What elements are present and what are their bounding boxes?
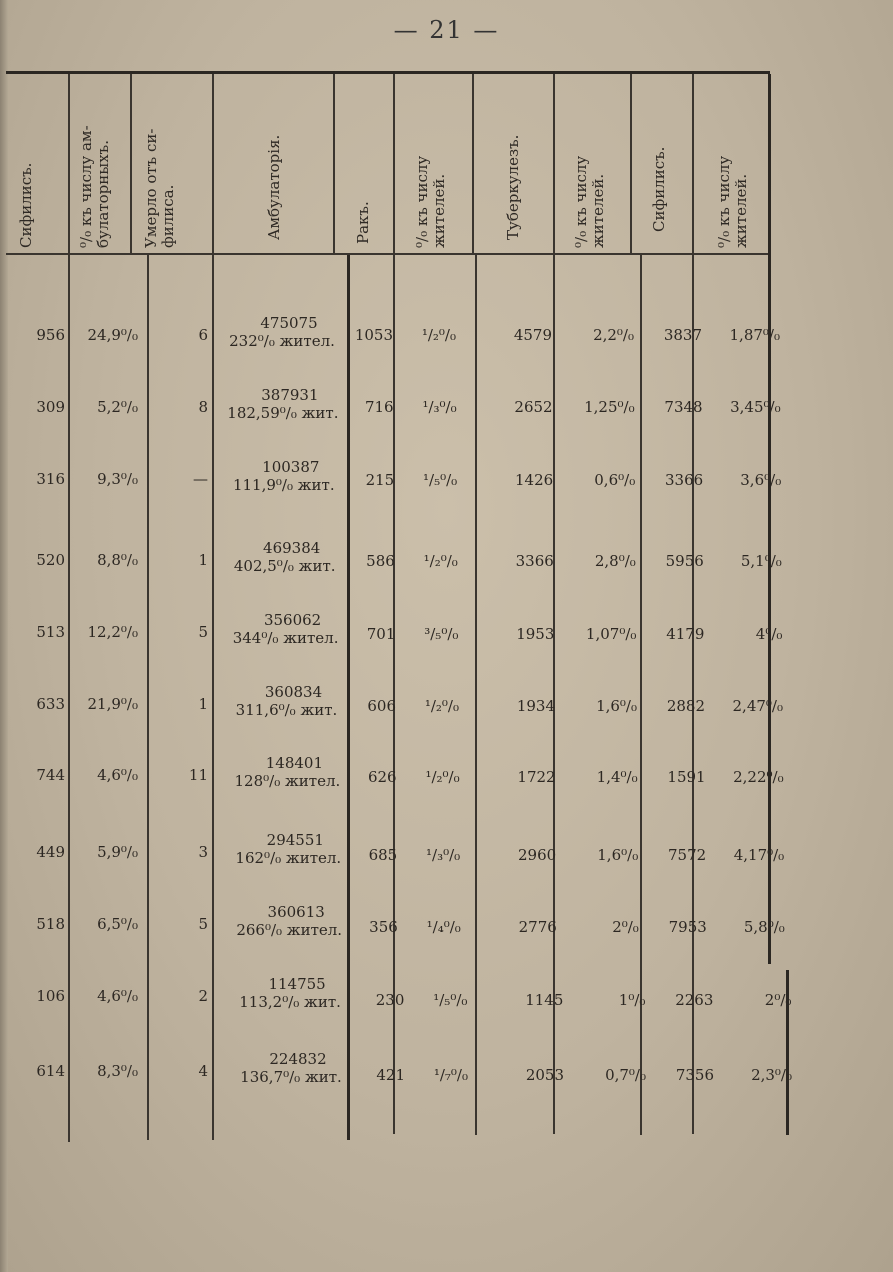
table-cell-syph2-pct: 5,1⁰/₀ bbox=[740, 552, 782, 571]
table-cell-cancer: 626 bbox=[367, 768, 397, 787]
table-cell-tb-pct: 1⁰/₀ bbox=[618, 990, 646, 1009]
table-cell-syph2-pct: 1,87⁰/₀ bbox=[729, 326, 780, 344]
table-cell-tb-pct: 2,2⁰/₀ bbox=[593, 326, 634, 344]
table-column-line bbox=[68, 74, 70, 1142]
page-number: — 21 — bbox=[393, 16, 500, 44]
table-cell-died: 6 bbox=[198, 326, 208, 344]
table-cell-pct-amb: 4,6⁰/₀ bbox=[97, 766, 138, 784]
table-cell-syphilis: 614 bbox=[36, 1062, 65, 1080]
table-cell-cancer: 606 bbox=[367, 697, 396, 715]
table-column-line bbox=[475, 255, 477, 1135]
table-cell-tb-pct: 1,6⁰/₀ bbox=[597, 845, 639, 864]
table-cell-died: 4 bbox=[198, 1062, 208, 1080]
table-column-line bbox=[630, 74, 632, 254]
table-cell-syphilis: 106 bbox=[36, 987, 65, 1005]
table-cell-syphilis: 449 bbox=[36, 843, 65, 861]
column-header-text: ⁰/₀ къ числу ам- булаторныхъ. bbox=[77, 125, 112, 248]
table-cell-ambulatory bbox=[231, 1050, 351, 1086]
table-top-rule bbox=[6, 71, 770, 74]
column-header-text: ⁰/₀ къ числу жителей. bbox=[572, 155, 607, 248]
table-cell-cancer: 1053 bbox=[354, 326, 393, 344]
column-header-text: ⁰/₀ къ числу жителей. bbox=[715, 155, 750, 248]
ambulatory-count: 360834 bbox=[264, 683, 323, 701]
table-cell-syph2: 2882 bbox=[666, 697, 705, 715]
ambulatory-count: 294551 bbox=[266, 831, 324, 849]
ambulatory-percent: 113,2⁰/₀ жит. bbox=[239, 993, 341, 1011]
table-cell-cancer-pct: ¹/₂⁰/₀ bbox=[421, 326, 456, 344]
table-cell-syph2: 7356 bbox=[675, 1066, 714, 1084]
column-header-text: Туберкулезъ. bbox=[504, 134, 522, 240]
table-cell-ambulatory bbox=[227, 754, 347, 790]
table-cell-ambulatory bbox=[230, 975, 350, 1011]
column-header-text: Сифилисъ. bbox=[17, 162, 35, 248]
table-cell-tb-pct: 2⁰/₀ bbox=[612, 918, 639, 937]
table-cell-syph2: 4179 bbox=[666, 624, 705, 643]
ambulatory-percent: 311,6⁰/₀ жит. bbox=[235, 701, 338, 719]
table-column-line bbox=[130, 74, 132, 254]
table-cell-cancer: 685 bbox=[368, 845, 398, 864]
table-cell-pct-amb: 5,9⁰/₀ bbox=[97, 843, 138, 861]
table-column-line bbox=[212, 74, 214, 1140]
table-cell-pct-amb: 12,2⁰/₀ bbox=[87, 623, 138, 641]
table-cell-cancer: 716 bbox=[364, 398, 394, 417]
table-header-rule bbox=[6, 253, 770, 255]
table-cell-ambulatory bbox=[224, 458, 344, 494]
table-cell-syphilis: 744 bbox=[36, 766, 65, 784]
table-cell-cancer-pct: ¹/₄⁰/₀ bbox=[426, 918, 461, 937]
table-cell-tb-pct: 2,8⁰/₀ bbox=[594, 552, 636, 571]
table-cell-tb: 1953 bbox=[516, 624, 555, 643]
table-cell-syph2: 1591 bbox=[667, 768, 706, 787]
table-cell-syph2-pct: 5,8⁰/₀ bbox=[743, 918, 785, 937]
table-cell-died: 3 bbox=[198, 843, 208, 861]
table-cell-ambulatory bbox=[228, 831, 348, 867]
table-cell-cancer: 356 bbox=[369, 918, 398, 937]
table-cell-tb: 1145 bbox=[525, 990, 564, 1009]
table-cell-syph2: 3837 bbox=[663, 326, 702, 344]
table-cell-died: 8 bbox=[198, 398, 208, 416]
table-cell-tb: 1722 bbox=[517, 768, 556, 787]
table-cell-syph2-pct: 2⁰/₀ bbox=[764, 990, 792, 1009]
table-cell-pct-amb: 21,9⁰/₀ bbox=[87, 695, 138, 713]
table-cell-syph2: 7572 bbox=[668, 845, 707, 864]
table-cell-ambulatory bbox=[222, 314, 342, 350]
column-header-text: ⁰/₀ къ числу жителей. bbox=[413, 155, 448, 248]
table-cell-tb-pct: 0,6⁰/₀ bbox=[594, 470, 636, 489]
ambulatory-percent: 111,9⁰/₀ жит. bbox=[232, 476, 335, 494]
table-cell-syphilis: 309 bbox=[36, 398, 65, 416]
ambulatory-percent: 266⁰/₀ жител. bbox=[236, 921, 343, 939]
table-column-line bbox=[553, 74, 555, 1134]
table-cell-died: 5 bbox=[198, 915, 208, 933]
table-cell-tb: 3366 bbox=[515, 552, 554, 571]
table-cell-died: 5 bbox=[198, 623, 208, 641]
table-cell-cancer: 215 bbox=[365, 470, 395, 489]
table-cell-cancer-pct: ¹/₇⁰/₀ bbox=[433, 1066, 468, 1084]
table-cell-ambulatory bbox=[226, 611, 346, 647]
table-cell-tb: 2652 bbox=[514, 398, 553, 417]
table-cell-tb: 2960 bbox=[518, 845, 557, 864]
column-header-text: Ракъ. bbox=[354, 201, 372, 244]
table-cell-cancer-pct: ¹/₂⁰/₀ bbox=[424, 697, 459, 715]
table-cell-ambulatory bbox=[223, 386, 343, 422]
table-cell-cancer: 230 bbox=[375, 990, 405, 1009]
table-cell-syph2: 5956 bbox=[665, 552, 704, 571]
table-column-line bbox=[692, 74, 694, 1134]
table-cell-syph2: 7953 bbox=[668, 918, 707, 937]
table-cell-tb: 4579 bbox=[513, 326, 552, 344]
table-cell-cancer: 421 bbox=[376, 1066, 405, 1084]
table-cell-tb: 1934 bbox=[516, 697, 555, 715]
table-cell-syphilis: 513 bbox=[36, 623, 65, 641]
table-cell-pct-amb: 8,3⁰/₀ bbox=[97, 1062, 138, 1080]
table-cell-cancer: 586 bbox=[366, 552, 395, 571]
ambulatory-count: 100387 bbox=[262, 458, 320, 476]
ambulatory-percent: 162⁰/₀ жител. bbox=[235, 849, 342, 867]
ambulatory-percent: 232⁰/₀ жител. bbox=[229, 332, 335, 350]
table-cell-syph2-pct: 4⁰/₀ bbox=[755, 624, 783, 643]
table-cell-died: 11 bbox=[188, 766, 208, 784]
table-cell-syph2-pct: 2,22⁰/₀ bbox=[733, 768, 784, 787]
table-column-line bbox=[393, 74, 395, 1134]
table-cell-died: 1 bbox=[198, 695, 208, 713]
table-cell-syph2-pct: 2,3⁰/₀ bbox=[751, 1066, 792, 1084]
table-cell-pct-amb: 8,8⁰/₀ bbox=[97, 551, 138, 569]
ambulatory-count: 356062 bbox=[263, 611, 322, 629]
ambulatory-count: 114755 bbox=[268, 975, 326, 993]
table-cell-tb-pct: 1,6⁰/₀ bbox=[596, 697, 637, 715]
table-cell-died: 1 bbox=[198, 551, 208, 569]
table-cell-tb-pct: 1,25⁰/₀ bbox=[584, 398, 635, 417]
table-cell-syph2: 3366 bbox=[665, 470, 704, 489]
column-header-text: Умерло отъ си- филиса. bbox=[142, 128, 177, 248]
table-cell-ambulatory bbox=[227, 683, 347, 719]
table-cell-syphilis: 520 bbox=[36, 551, 65, 569]
ambulatory-count: 475075 bbox=[260, 314, 318, 332]
ambulatory-percent: 402,5⁰/₀ жит. bbox=[233, 557, 336, 575]
table-cell-pct-amb: 9,3⁰/₀ bbox=[97, 470, 138, 488]
ambulatory-count: 148401 bbox=[265, 754, 324, 772]
column-header-text: Сифилисъ. bbox=[650, 146, 668, 232]
table-cell-syphilis: 633 bbox=[36, 695, 65, 713]
table-cell-syph2-pct: 2,47⁰/₀ bbox=[732, 697, 783, 715]
table-column-line bbox=[333, 74, 335, 254]
table-cell-tb: 2776 bbox=[518, 918, 557, 937]
table-column-line bbox=[472, 74, 474, 254]
ambulatory-percent: 344⁰/₀ жител. bbox=[232, 629, 339, 647]
table-cell-cancer-pct: ¹/₂⁰/₀ bbox=[423, 552, 458, 571]
table-cell-pct-amb: 24,9⁰/₀ bbox=[87, 326, 138, 344]
table-cell-died: — bbox=[193, 470, 208, 488]
table-cell-tb-pct: 1,07⁰/₀ bbox=[585, 624, 637, 643]
table-cell-tb: 1426 bbox=[515, 470, 554, 489]
table-cell-pct-amb: 6,5⁰/₀ bbox=[97, 915, 138, 933]
table-cell-cancer-pct: ¹/₃⁰/₀ bbox=[426, 845, 461, 864]
page-edge-shadow bbox=[0, 0, 8, 1272]
table-column-line bbox=[768, 74, 771, 964]
table-cell-syph2: 7348 bbox=[664, 398, 703, 417]
ambulatory-count: 360613 bbox=[267, 903, 325, 921]
table-cell-syph2-pct: 3,6⁰/₀ bbox=[740, 470, 782, 489]
table-cell-pct-amb: 5,2⁰/₀ bbox=[97, 398, 138, 416]
ambulatory-count: 387931 bbox=[261, 386, 319, 404]
table-cell-syphilis: 316 bbox=[36, 470, 65, 488]
table-column-line bbox=[147, 255, 149, 1140]
table-cell-pct-amb: 4,6⁰/₀ bbox=[97, 987, 138, 1005]
table-cell-cancer-pct: ¹/₂⁰/₀ bbox=[425, 768, 460, 787]
table-cell-syphilis: 518 bbox=[36, 915, 65, 933]
table-cell-cancer-pct: ¹/₃⁰/₀ bbox=[422, 398, 457, 417]
table-cell-syph2: 2263 bbox=[675, 990, 714, 1009]
table-cell-cancer-pct: ¹/₅⁰/₀ bbox=[433, 990, 468, 1009]
table-cell-cancer-pct: ³/₅⁰/₀ bbox=[424, 624, 459, 643]
ambulatory-percent: 136,7⁰/₀ жит. bbox=[240, 1068, 342, 1086]
table-cell-syph2-pct: 3,45⁰/₀ bbox=[730, 398, 781, 417]
table-cell-ambulatory bbox=[225, 539, 345, 575]
column-header-text: Амбулаторія. bbox=[265, 134, 283, 240]
ambulatory-count: 224832 bbox=[269, 1050, 327, 1068]
table-cell-cancer: 701 bbox=[366, 624, 396, 643]
table-cell-syphilis: 956 bbox=[36, 326, 65, 344]
ambulatory-percent: 182,59⁰/₀ жит. bbox=[227, 404, 339, 422]
ambulatory-percent: 128⁰/₀ жител. bbox=[234, 772, 341, 790]
table-cell-syph2-pct: 4,17⁰/₀ bbox=[733, 845, 785, 864]
table-cell-ambulatory bbox=[229, 903, 349, 939]
table-cell-tb: 2053 bbox=[525, 1066, 564, 1084]
table-cell-tb-pct: 1,4⁰/₀ bbox=[596, 768, 638, 787]
table-cell-tb-pct: 0,7⁰/₀ bbox=[605, 1066, 646, 1084]
ambulatory-count: 469384 bbox=[263, 539, 321, 557]
table-cell-cancer-pct: ¹/₅⁰/₀ bbox=[423, 470, 458, 489]
table-cell-died: 2 bbox=[198, 987, 208, 1005]
